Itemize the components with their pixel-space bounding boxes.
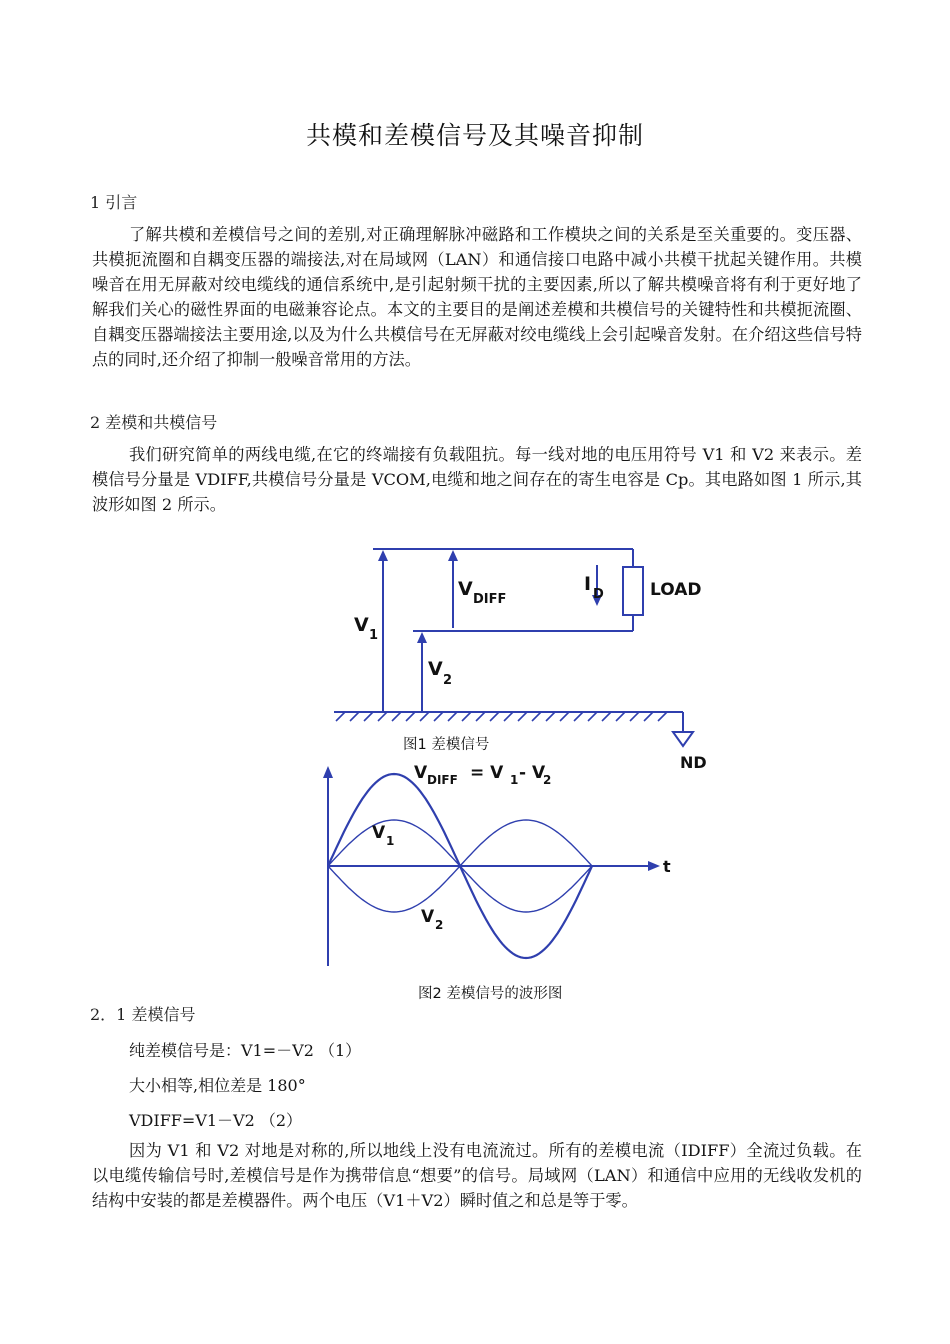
fig2-v2-label: V xyxy=(421,907,435,927)
section-2-1-heading: 2．1 差模信号 xyxy=(90,1005,196,1024)
vdiff-arrowhead-icon xyxy=(448,550,458,561)
fig2-v1-label: V xyxy=(372,823,386,843)
phase-note: 大小相等,相位差是 180° xyxy=(129,1076,306,1095)
section-2-heading: 2 差模和共模信号 xyxy=(90,413,218,432)
fig1-vdiff-sub: DIFF xyxy=(473,592,507,607)
fig2-eq-minus: - V xyxy=(519,763,546,783)
fig2-eq-sub2: 2 xyxy=(543,773,552,787)
fig2-t-label: t xyxy=(663,857,671,876)
fig1-v2-sub: 2 xyxy=(443,673,453,688)
page-title: 共模和差模信号及其噪音抑制 xyxy=(305,121,644,150)
section-2-1-paragraph: 因为 V1 和 V2 对地是对称的,所以地线上没有电流流过。所有的差模电流（IDIFF）全流过负载。在以电缆传输信号时,差模信号是作为携带信息“想要”的信号。局域网（LAN）和通信中应用的无线收发机的结构中安装的都是差模器件。两个电压（V1＋V2）瞬时值之和总是等于零。 xyxy=(92,1141,862,1210)
fig2-v1-sub: 1 xyxy=(386,834,395,848)
fig1-id-sub: D xyxy=(593,587,604,602)
fig2-v2-sub: 2 xyxy=(435,918,444,932)
figure-2-waveform xyxy=(323,766,660,966)
fig1-v1-label: V xyxy=(354,614,369,636)
fig1-ground-label: ND xyxy=(680,753,707,772)
fig1-vdiff-label: V xyxy=(458,578,473,600)
fig2-y-arrowhead-icon xyxy=(323,766,333,778)
equation-1: 纯差模信号是：V1=－V2 （1） xyxy=(129,1041,362,1060)
ground-symbol-icon xyxy=(673,732,693,746)
fig1-caption: 图1 差模信号 xyxy=(403,737,490,753)
fig2-eq-sub: DIFF xyxy=(427,773,458,787)
section-1-heading: 1 引言 xyxy=(90,193,138,212)
section-1-paragraph: 了解共模和差模信号之间的差别,对正确理解脉冲磁路和工作模块之间的关系是至关重要的。变压器、共模扼流圈和自耦变压器的端接法,对在局域网（LAN）和通信接口电路中减小共模干扰起关键作用。共模噪音在用无屏蔽对绞电缆线的通信系统中,是引起射频干扰的主要因素,所以了解共模噪音将有利于更好地了解我们关心的磁性界面的电磁兼容论点。本文的主要目的是阐述差模和共模信号的关键特性和共模扼流圈、自耦变压器端接法主要用途,以及为什么共模信号在无屏蔽对绞电缆线上会引起噪音发射。在介绍这些信号特点的同时,还介绍了抑制一般噪音常用的方法。 xyxy=(92,225,862,369)
fig1-v2-label: V xyxy=(428,658,443,680)
fig2-eq-sub1: 1 xyxy=(510,773,519,787)
fig1-load-label: LOAD xyxy=(650,580,702,600)
fig1-id-label: I xyxy=(584,573,592,595)
fig2-caption: 图2 差模信号的波形图 xyxy=(418,986,563,1002)
fig2-x-arrowhead-icon xyxy=(648,861,660,871)
load-resistor xyxy=(623,567,643,615)
equation-2: VDIFF=V1－V2 （2） xyxy=(129,1111,303,1130)
fig1-v1-sub: 1 xyxy=(369,628,379,643)
section-2-paragraph: 我们研究简单的两线电缆,在它的终端接有负载阻抗。每一线对地的电压用符号 V1 和 V2 来表示。差模信号分量是 VDIFF,共模信号分量是 VCOM,电缆和地之间存在的寄生电容是 Cp。其电路如图 1 所示,其波形如图 2 所示。 xyxy=(92,445,862,514)
v1-arrowhead-icon xyxy=(378,550,388,561)
ground-hatch xyxy=(336,712,667,721)
fig2-eq-v: V xyxy=(414,763,428,783)
fig2-eq-rest: = V xyxy=(470,763,504,783)
v2-arrowhead-icon xyxy=(417,632,427,643)
